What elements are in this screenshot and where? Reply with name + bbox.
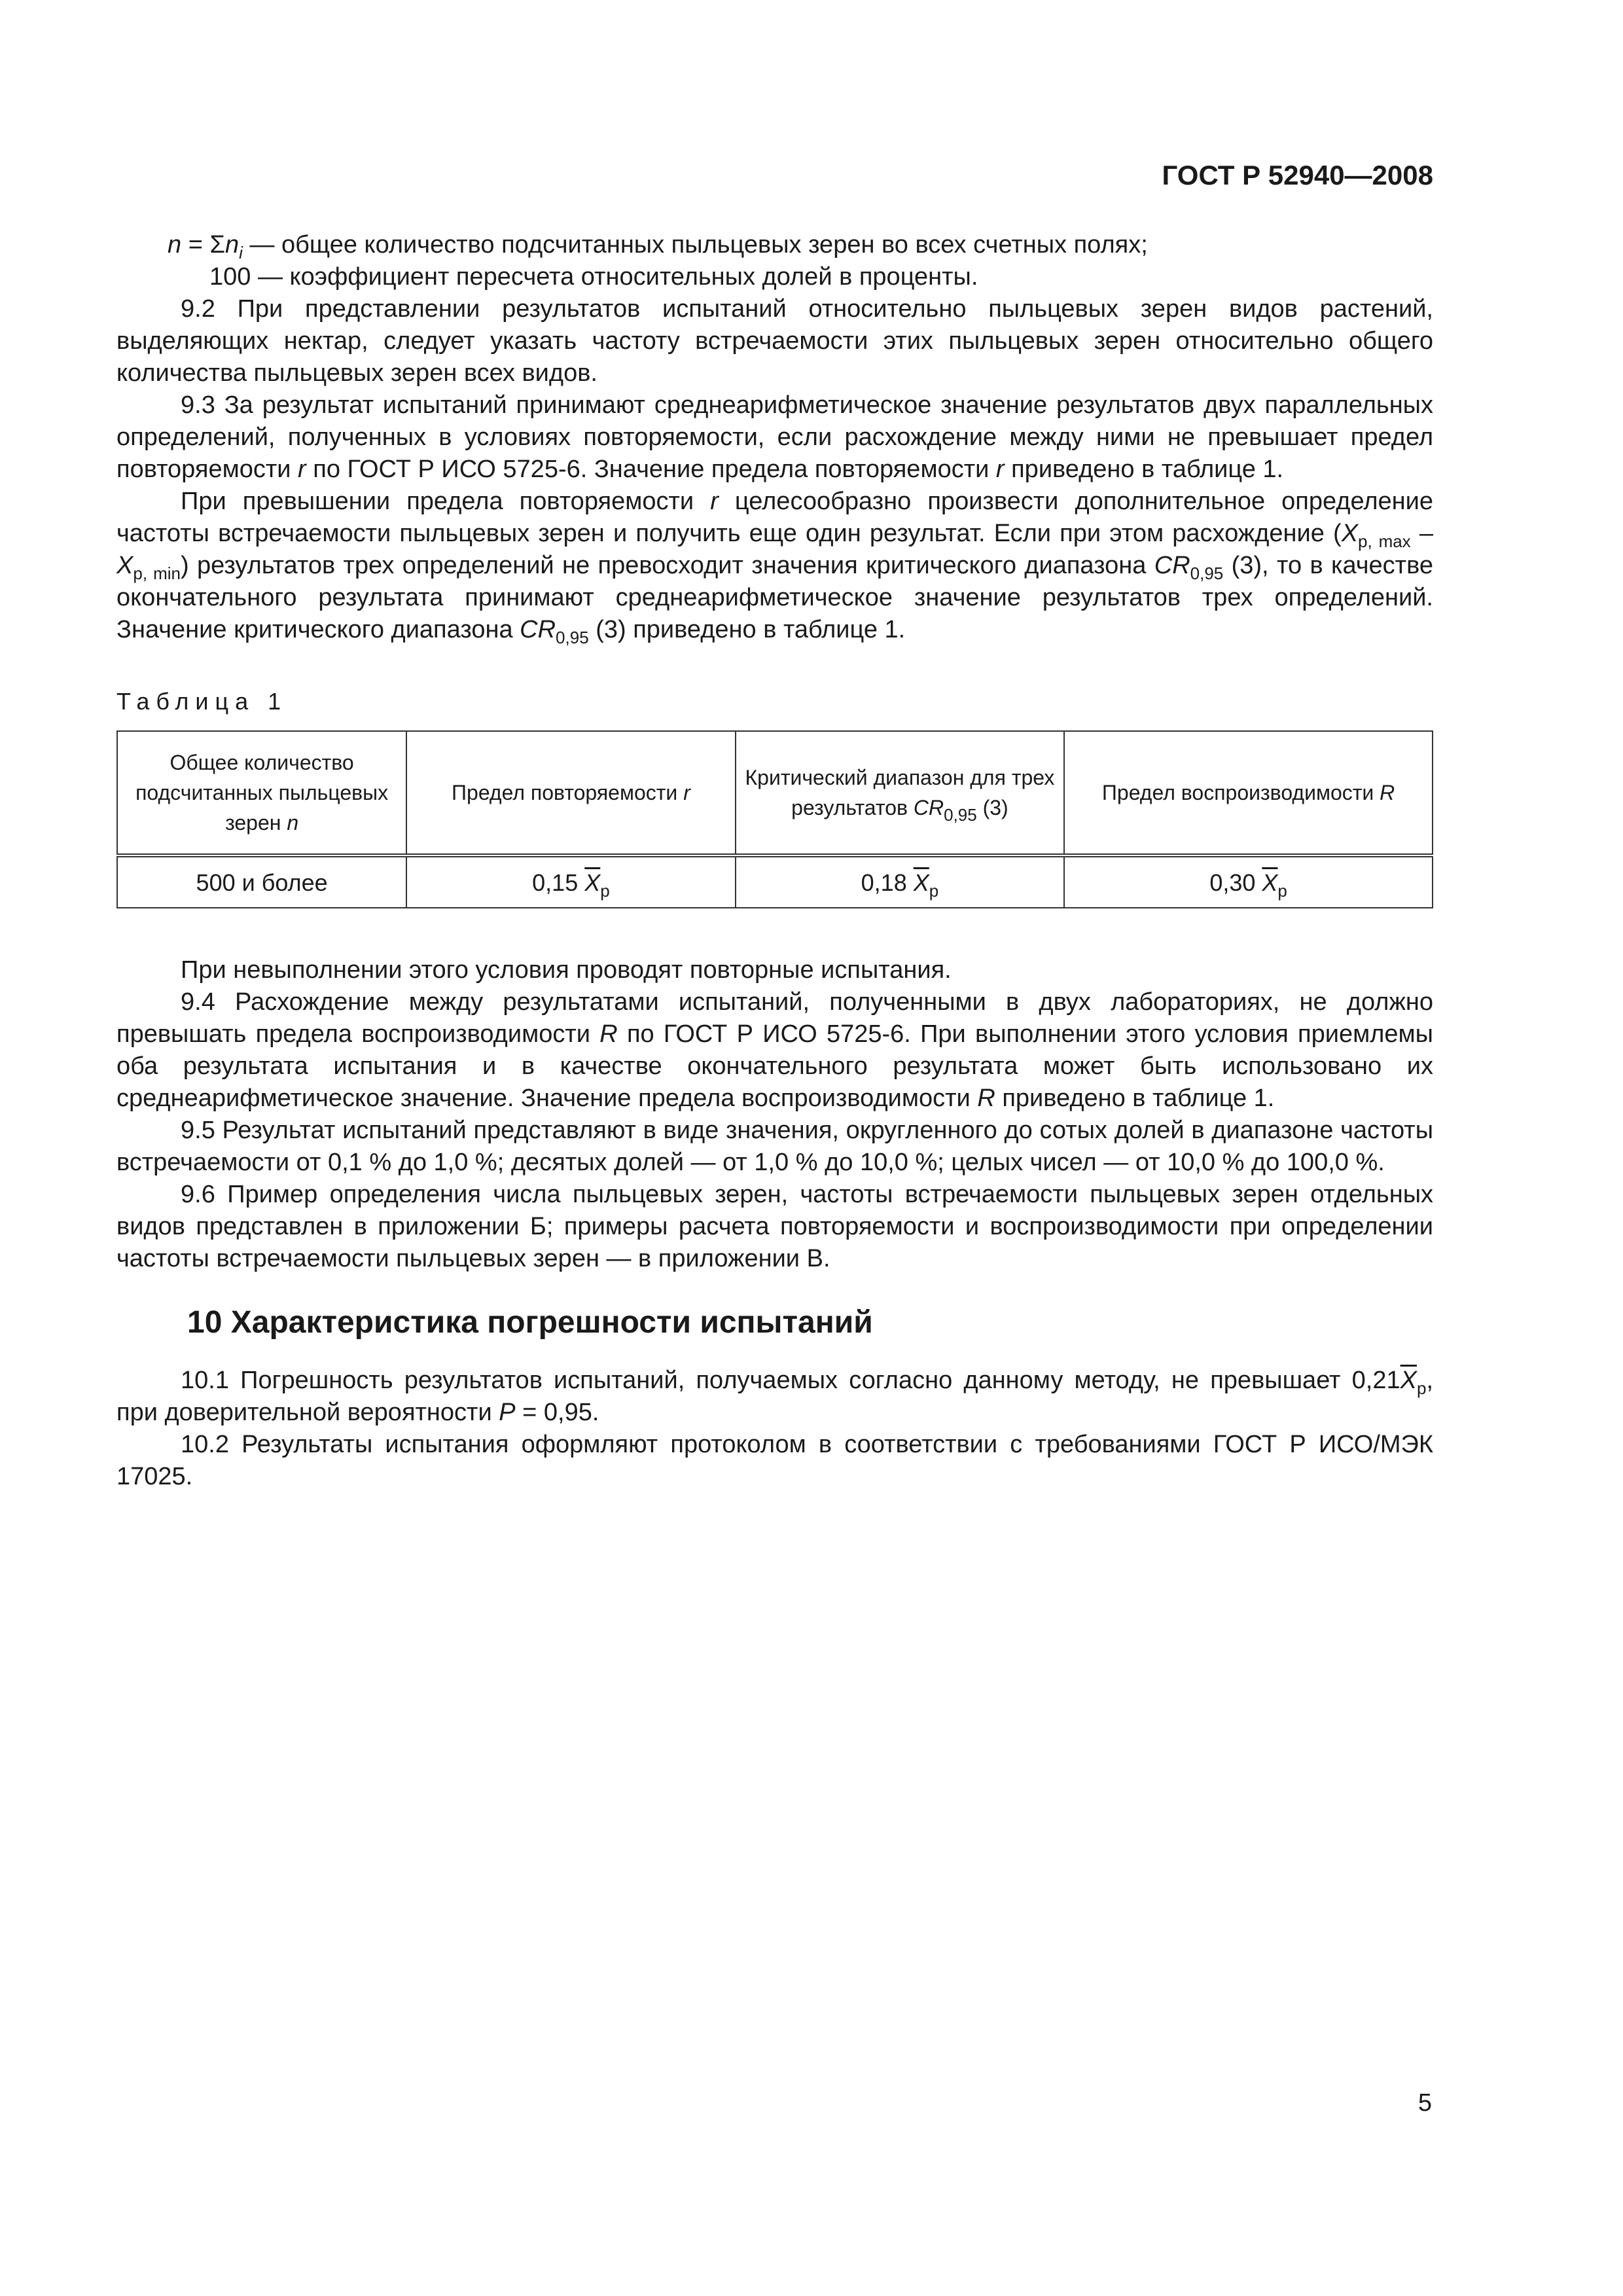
paragraph-9-3: 9.3 За результат испытаний принимают среднеарифметическое значение результатов двух параллельных определений, полученных в условиях повторяемости, если расхождение между ними не превышает предел повторяемости r по ГОСТ Р ИСО 5725-6. Значение предела повторяемости r приведено в таблице 1. — [116, 391, 1433, 483]
header-cell-reproducibility: Предел воспроизводимости R — [1064, 731, 1433, 855]
standard-header: ГОСТ Р 52940—2008 — [1162, 160, 1433, 190]
header-cell-repeatability: Предел повторяемости r — [406, 731, 736, 855]
paragraph-10-2: 10.2 Результаты испытания оформляют протоколом в соответствии с требованиями ГОСТ Р ИСО/МЭК 17025. — [116, 1431, 1433, 1490]
document-body — [116, 229, 1433, 1493]
formula-legend-n: $n = \Sigma n_i$ — общее количество подсчитанных пыльцевых зерен во всех счетных полях; — [168, 231, 1148, 262]
paragraph-repeatability-exceeded: При превышении предела повторяемости r целесообразно произвести дополнительное определение частоты встречаемости пыльцевых зерен и получить еще один результат. Если при этом расхождение $(X_{p, max} - X_{p, min})$ результатов трех определений не превосходит значения критического диапазона $CR_{0,95}$ (3), то в качестве окончательного результата принимают среднеарифметическое значение результатов трех определений. Значение критического диапазона $CR_{0,95}$ (3) приведено в таблице 1. — [116, 488, 1433, 647]
paragraph-failure: При невыполнении этого условия проводят повторные испытания. — [181, 956, 952, 984]
formula-legend-100: 100 — коэффициент пересчета относительных долей в проценты. — [209, 263, 978, 291]
table-header-row — [117, 731, 1433, 855]
cell-reproducibility: 0,30 $\overline{X}_p$ — [1064, 855, 1433, 908]
table-1 — [116, 730, 1433, 908]
cell-count: 500 и более — [117, 855, 406, 908]
paragraph-10-1: 10.1 Погрешность результатов испытаний, получаемых согласно данному методу, не превышает $0,21\overline{X}_p$, при доверительной вероятности P = 0,95. — [116, 1367, 1433, 1426]
header-cell-critical-range: Критический диапазон для трех результатов $CR_{0,95}$ (3) — [736, 731, 1065, 855]
paragraph-9-6: 9.6 Пример определения числа пыльцевых зерен, частоты встречаемости пыльцевых зерен отдельных видов представлен в приложении Б; примеры расчета повторяемости и воспроизводимости при определении частоты встречаемости пыльцевых зерен — в приложении В. — [116, 1181, 1433, 1272]
table-row — [117, 855, 1433, 908]
paragraph-9-2: 9.2 При представлении результатов испытаний относительно пыльцевых зерен видов растений, выделяющих нектар, следует указать частоту встречаемости этих пыльцевых зерен относительно общего количества пыльцевых зерен всех видов. — [116, 295, 1433, 387]
page-number: 5 — [1418, 2089, 1432, 2117]
cell-repeatability: 0,15 $\overline{X}_p$ — [406, 855, 736, 908]
paragraph-9-4: 9.4 Расхождение между результатами испытаний, полученными в двух лабораториях, не должно превышать предела воспроизводимости R по ГОСТ Р ИСО 5725-6. При выполнении этого условия приемлемы оба результата испытания и в качестве окончательного результата может быть использовано их среднеарифметическое значение. Значение предела воспроизводимости R приведено в таблице 1. — [116, 988, 1433, 1112]
table-caption: Таблица 1 — [116, 688, 288, 715]
paragraph-9-5: 9.5 Результат испытаний представляют в виде значения, округленного до сотых долей в диапазоне частоты встречаемости от 0,1 % до 1,0 %; десятых долей — от 1,0 % до 10,0 %; целых чисел — от 10,0 % до 100,0 %. — [116, 1117, 1433, 1176]
cell-critical-range: 0,18 $\overline{X}_p$ — [736, 855, 1065, 908]
header-cell-count: Общее количество подсчитанных пыльцевых зерен n — [117, 731, 406, 855]
section-10-title: 10 Характеристика погрешности испытаний — [187, 1305, 873, 1340]
